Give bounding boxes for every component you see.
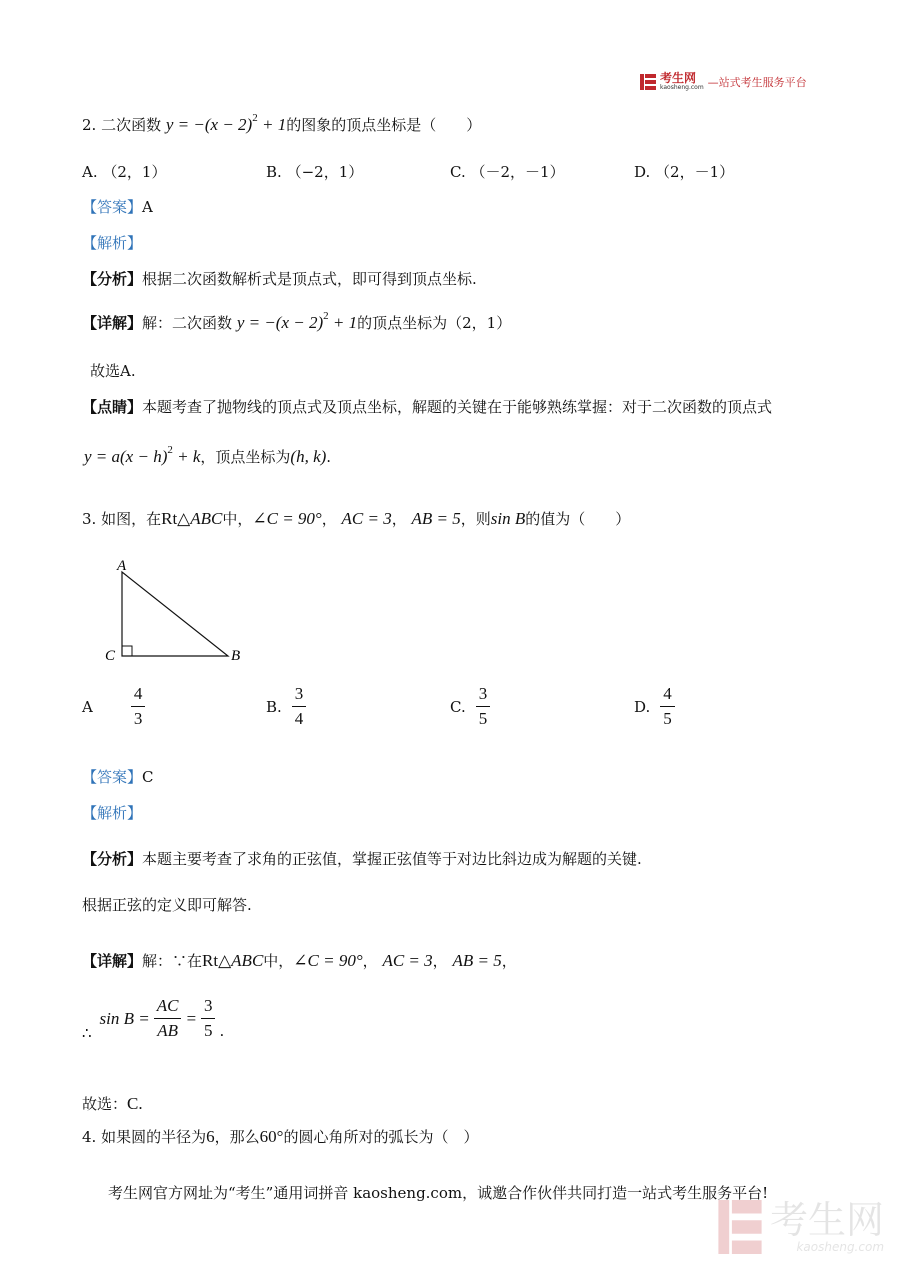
q2-comment: 【点睛】本题考查了抛物线的顶点式及顶点坐标，解题的关键在于能够熟练掌握：对于二次函数的顶点式 (82, 398, 773, 416)
q2-formula: $y = -(x - 2)^2 + 1$ (165, 112, 287, 134)
watermark-name: 考生网 (770, 1198, 885, 1242)
q2-detail: 【详解】解：二次函数 $y = -(x - 2)^2 + 1$的顶点坐标为（2，1） (82, 310, 512, 332)
therefore-symbol: ∴ (82, 1023, 92, 1042)
logo-url: kaosheng.com (660, 84, 704, 91)
q2-option-b: B. （−2，1） (266, 163, 364, 181)
q3-option-c: C. $\frac{3}{5}$ (450, 684, 490, 729)
q2-fenxi: 【分析】根据二次函数解析式是顶点式，即可得到顶点坐标. (82, 270, 477, 288)
q3-analysis-tag: 【解析】 (82, 804, 143, 822)
q3-option-b: B. $\frac{3}{4}$ (266, 684, 306, 729)
footer-text: 考生网官方网址为“考生”通用词拼音 kaosheng.com，诚邀合作伙伴共同打造一站式考生服务平台! (108, 1184, 769, 1202)
q2-vertex-form: $y = a(x - h)^2 + k$ (84, 444, 201, 466)
q3-stem: 3. 如图，在Rt△ABC中，∠C = 90°， AC = 3， AB = 5，则sin B的值为（ ） (82, 509, 631, 528)
header-logo (640, 72, 807, 91)
right-angle-mark (122, 646, 132, 656)
kaosheng-logo-icon (640, 74, 656, 90)
q2-option-c: C. （－2，－1） (450, 163, 565, 181)
q3-line2: 根据正弦的定义即可解答. (82, 896, 252, 914)
q2-answer: 【答案】A (82, 198, 153, 216)
q2-number: 2. (82, 116, 97, 134)
q4-stem: 4. 如果圆的半径为6，那么60°的圆心角所对的弧长为（ ） (82, 1127, 479, 1146)
q2-stem-suffix: 的图象的顶点坐标是（ ） (286, 116, 482, 134)
watermark-url: kaosheng.com (796, 1240, 885, 1254)
triangle-shape (122, 572, 228, 656)
q2-analysis-tag: 【解析】 (82, 234, 143, 252)
q3-fenxi: 【分析】本题主要考查了求角的正弦值，掌握正弦值等于对边比斜边成为解题的关键. (82, 850, 642, 868)
vertex-label-c: C (105, 648, 116, 664)
q2-stem (82, 112, 481, 135)
q3-triangle-figure (98, 552, 258, 670)
q2-stem-prefix: 二次函数 (101, 116, 162, 134)
q3-detail: 【详解】解：∵在Rt△ABC中，∠C = 90°， AC = 3， AB = 5， (82, 951, 517, 970)
vertex-label-a: A (117, 558, 127, 574)
q3-answer: 【答案】C (82, 768, 154, 786)
q2-option-d: D. （2，－1） (634, 163, 735, 181)
q3-option-d: D. $\frac{4}{5}$ (634, 684, 675, 729)
logo-text-block (660, 72, 704, 91)
q2-vertex-coord: (h, k) (290, 447, 327, 466)
q2-option-a: A. （2，1） (82, 163, 167, 181)
vertex-label-b: B (231, 648, 241, 664)
q3-choice: 故选：C. (82, 1094, 143, 1113)
logo-name: 考生网 (660, 71, 697, 85)
q3-sin-derivation: ∴ sin B = $\frac{AC}{AB}$ = $\frac{3}{5}$ . (82, 996, 225, 1042)
header-slogan: —站式考生服务平台 (707, 75, 807, 89)
q2-detail-formula: $y = -(x - 2)^2 + 1$ (236, 310, 358, 332)
q2-comment-line2: $y = a(x - h)^2 + k$，顶点坐标为(h, k). (84, 444, 332, 466)
q2-choice: 故选A. (90, 362, 136, 380)
footer-watermark (718, 1200, 884, 1254)
q3-option-a: A $\frac{4}{3}$ (82, 684, 145, 729)
watermark-logo-icon (718, 1200, 762, 1254)
